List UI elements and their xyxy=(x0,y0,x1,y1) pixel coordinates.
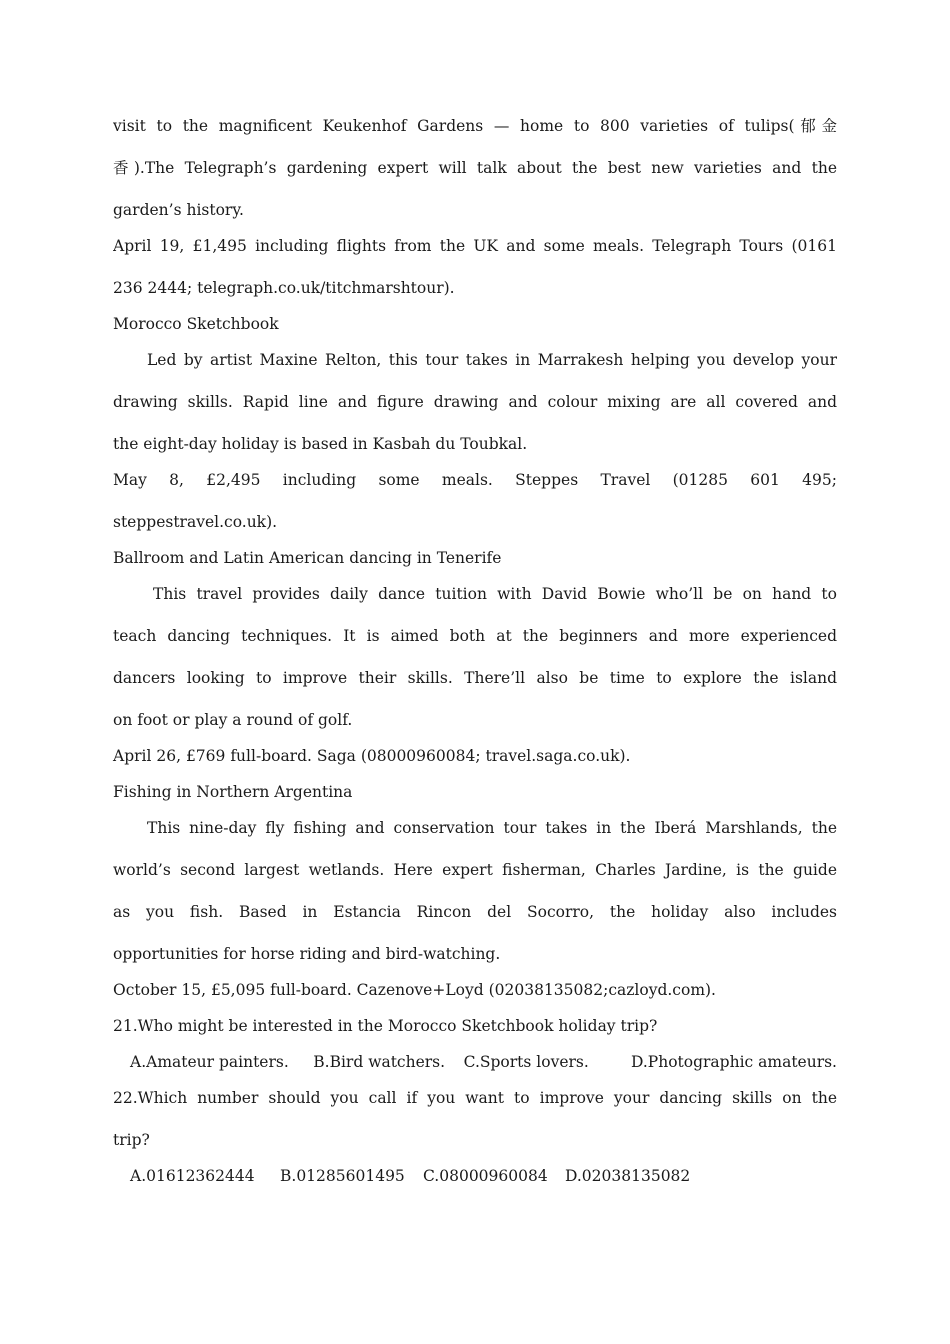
q21-option-c[interactable]: C.Sports lovers. xyxy=(463,1053,589,1071)
question-21 xyxy=(113,1012,837,1084)
document-page xyxy=(113,112,837,1198)
morocco-desc-line-3: the eight-day holiday is based in Kasbah du Toubkal. xyxy=(113,435,528,453)
tenerife-title: Ballroom and Latin American dancing in Tenerife xyxy=(113,549,502,567)
section-morocco xyxy=(113,310,837,544)
q21-options xyxy=(113,1048,837,1084)
q22-option-d[interactable]: D.02038135082 xyxy=(565,1167,691,1185)
q21-option-a[interactable]: A.Amateur painters. xyxy=(130,1053,289,1071)
tenerife-desc-line-2: teach dancing techniques. It is aimed both at the beginners and more experienced xyxy=(113,627,837,645)
section-tenerife xyxy=(113,544,837,778)
section-tulip-tour xyxy=(113,112,837,310)
morocco-desc-line-1: Led by artist Maxine Relton, this tour takes in Marrakesh helping you develop your xyxy=(147,351,837,369)
tulip-desc-line-2: 香).The Telegraph’s gardening expert will talk about the best new varieties and the xyxy=(113,159,837,177)
tenerife-desc-line-3: dancers looking to improve their skills. There’ll also be time to explore the island xyxy=(113,669,837,687)
argentina-desc-line-1: This nine-day fly fishing and conservation tour takes in the Iberá Marshlands, the xyxy=(147,819,837,837)
tulip-info-line-2: 236 2444; telegraph.co.uk/titchmarshtour). xyxy=(113,279,455,297)
q21-option-b[interactable]: B.Bird watchers. xyxy=(313,1053,446,1071)
tulip-desc-line-1: visit to the magnificent Keukenhof Gardens — home to 800 varieties of tulips(郁金 xyxy=(113,117,837,135)
argentina-title: Fishing in Northern Argentina xyxy=(113,783,353,801)
morocco-info-line-1: May 8, £2,495 including some meals. Steppes Travel (01285 601 495; xyxy=(113,471,837,489)
tenerife-desc-line-1: This travel provides daily dance tuition with David Bowie who’ll be on hand to xyxy=(153,585,837,603)
tulip-info-line-1: April 19, £1,495 including flights from the UK and some meals. Telegraph Tours (0161 xyxy=(113,237,837,255)
morocco-desc-line-2: drawing skills. Rapid line and figure drawing and colour mixing are all covered and xyxy=(113,393,837,411)
q22-option-c[interactable]: C.08000960084 xyxy=(423,1167,548,1185)
argentina-desc-line-2: world’s second largest wetlands. Here expert fisherman, Charles Jardine, is the guide xyxy=(113,861,837,879)
q22-question-line-2: trip? xyxy=(113,1131,150,1149)
morocco-info-line-2: steppestravel.co.uk). xyxy=(113,513,278,531)
section-argentina xyxy=(113,778,837,1012)
q22-option-b[interactable]: B.01285601495 xyxy=(280,1167,405,1185)
q21-question: 21.Who might be interested in the Morocco Sketchbook holiday trip? xyxy=(113,1017,658,1035)
morocco-title: Morocco Sketchbook xyxy=(113,315,279,333)
tenerife-desc-line-4: on foot or play a round of golf. xyxy=(113,711,353,729)
q22-option-a[interactable]: A.01612362444 xyxy=(130,1167,255,1185)
tulip-desc-line-3: garden’s history. xyxy=(113,201,244,219)
argentina-desc-line-3: as you fish. Based in Estancia Rincon del Socorro, the holiday also includes xyxy=(113,903,837,921)
tenerife-info-line-1: April 26, £769 full-board. Saga (08000960084; travel.saga.co.uk). xyxy=(113,747,631,765)
q21-option-d[interactable]: D.Photographic amateurs. xyxy=(630,1053,837,1071)
q22-options xyxy=(113,1162,837,1198)
question-22 xyxy=(113,1084,837,1198)
argentina-info-line-1: October 15, £5,095 full-board. Cazenove+Loyd (02038135082;cazloyd.com). xyxy=(113,981,716,999)
q22-question-line-1: 22.Which number should you call if you want to improve your dancing skills on the xyxy=(113,1089,837,1107)
argentina-desc-line-4: opportunities for horse riding and bird-watching. xyxy=(113,945,501,963)
